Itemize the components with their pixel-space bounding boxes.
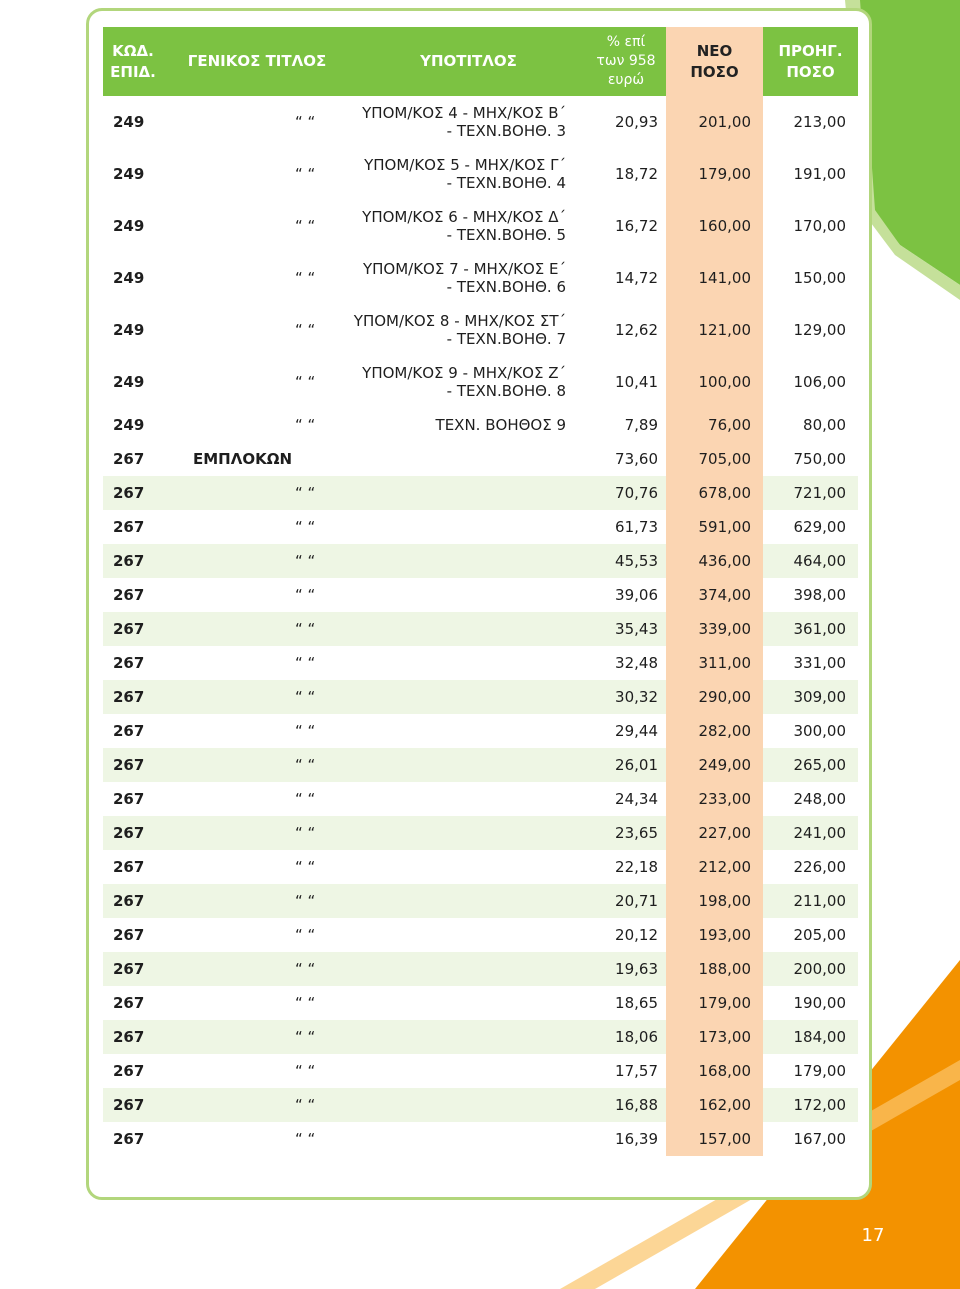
row-general-title: “ “ <box>295 586 316 604</box>
row-code: 267 <box>103 544 163 578</box>
row-subtitle: ΥΠΟΜ/ΚΟΣ 7 - ΜΗΧ/ΚΟΣ Ε΄ - ΤΕΧΝ.ΒΟΗΘ. 6 <box>362 260 566 296</box>
row-general-title: “ “ <box>295 165 316 183</box>
table-row <box>103 680 858 714</box>
row-percent: 17,57 <box>615 1062 658 1080</box>
row-new-amount: 193,00 <box>666 918 763 952</box>
row-new-amount: 76,00 <box>666 408 763 442</box>
header-percent: % επί των 958 ευρώ <box>586 27 666 96</box>
row-general-title: “ “ <box>295 416 316 434</box>
row-previous-amount: 226,00 <box>793 858 846 876</box>
header-general-title: ΓΕΝΙΚΟΣ ΤΙΤΛΟΣ <box>163 27 351 96</box>
table-row <box>103 252 858 304</box>
row-percent: 24,34 <box>615 790 658 808</box>
row-subtitle <box>351 578 586 612</box>
row-percent: 30,32 <box>586 680 666 714</box>
row-previous-amount: 191,00 <box>793 165 846 183</box>
row-code: 267 <box>113 450 145 468</box>
row-subtitle <box>351 680 586 714</box>
table-row <box>103 816 858 850</box>
row-code: 267 <box>113 586 145 604</box>
row-new-amount: 339,00 <box>666 612 763 646</box>
row-percent: 10,41 <box>615 373 658 391</box>
table-row <box>103 148 858 200</box>
row-subtitle <box>351 748 586 782</box>
row-code: 267 <box>103 884 163 918</box>
row-code: 267 <box>103 680 163 714</box>
row-new-amount: 100,00 <box>666 356 763 408</box>
row-subtitle <box>351 1020 586 1054</box>
row-general-title: “ “ <box>163 680 351 714</box>
row-general-title: “ “ <box>163 1020 351 1054</box>
row-general-title: “ “ <box>163 816 351 850</box>
table-header <box>103 27 858 96</box>
table-row <box>103 1054 858 1088</box>
row-previous-amount: 241,00 <box>763 816 858 850</box>
row-new-amount: 141,00 <box>666 252 763 304</box>
row-new-amount: 160,00 <box>666 200 763 252</box>
row-code: 249 <box>113 416 145 434</box>
header-subtitle: ΥΠΟΤΙΤΛΟΣ <box>351 27 586 96</box>
row-previous-amount: 80,00 <box>803 416 846 434</box>
table-row <box>103 952 858 986</box>
table-row <box>103 782 858 816</box>
row-percent: 23,65 <box>586 816 666 850</box>
row-new-amount: 168,00 <box>666 1054 763 1088</box>
row-code: 249 <box>113 217 145 235</box>
table-row <box>103 714 858 748</box>
row-subtitle: ΥΠΟΜ/ΚΟΣ 6 - ΜΗΧ/ΚΟΣ Δ΄ - ΤΕΧΝ.ΒΟΗΘ. 5 <box>362 208 566 244</box>
row-new-amount: 705,00 <box>666 442 763 476</box>
row-previous-amount: 184,00 <box>763 1020 858 1054</box>
table-row <box>103 884 858 918</box>
row-code: 267 <box>103 1088 163 1122</box>
row-previous-amount: 150,00 <box>793 269 846 287</box>
table-row <box>103 918 858 952</box>
row-new-amount: 290,00 <box>666 680 763 714</box>
row-previous-amount: 170,00 <box>793 217 846 235</box>
row-previous-amount: 200,00 <box>763 952 858 986</box>
table-row <box>103 510 858 544</box>
row-code: 249 <box>113 321 145 339</box>
row-general-title: “ “ <box>295 1130 316 1148</box>
row-new-amount: 179,00 <box>666 148 763 200</box>
row-general-title: “ “ <box>163 1088 351 1122</box>
row-new-amount: 233,00 <box>666 782 763 816</box>
table-row <box>103 646 858 680</box>
row-previous-amount: 464,00 <box>763 544 858 578</box>
row-general-title: “ “ <box>163 884 351 918</box>
row-general-title: “ “ <box>163 476 351 510</box>
table-row <box>103 442 858 476</box>
table-row <box>103 476 858 510</box>
row-general-title: “ “ <box>295 790 316 808</box>
row-new-amount: 311,00 <box>666 646 763 680</box>
row-subtitle: ΥΠΟΜ/ΚΟΣ 5 - ΜΗΧ/ΚΟΣ Γ΄ - ΤΕΧΝ.ΒΟΗΘ. 4 <box>364 156 566 192</box>
row-new-amount: 188,00 <box>666 952 763 986</box>
table-row <box>103 544 858 578</box>
row-code: 267 <box>113 994 145 1012</box>
table-row <box>103 356 858 408</box>
row-code: 267 <box>103 816 163 850</box>
row-percent: 16,72 <box>615 217 658 235</box>
row-previous-amount: 213,00 <box>793 113 846 131</box>
row-general-title: “ “ <box>295 217 316 235</box>
row-new-amount: 157,00 <box>666 1122 763 1156</box>
row-general-title: “ “ <box>295 722 316 740</box>
page-number: 17 <box>861 1225 885 1246</box>
table-body <box>103 96 858 1156</box>
row-percent: 18,72 <box>615 165 658 183</box>
row-code: 267 <box>113 654 145 672</box>
row-new-amount: 201,00 <box>666 96 763 148</box>
row-new-amount: 678,00 <box>666 476 763 510</box>
row-code: 267 <box>113 722 145 740</box>
row-percent: 19,63 <box>586 952 666 986</box>
table-row <box>103 850 858 884</box>
row-subtitle <box>351 442 586 476</box>
row-subtitle <box>351 918 586 952</box>
row-previous-amount: 331,00 <box>793 654 846 672</box>
row-new-amount: 162,00 <box>666 1088 763 1122</box>
header-code: ΚΩΔ. ΕΠΙΔ. <box>103 27 163 96</box>
row-code: 267 <box>103 952 163 986</box>
table-row <box>103 304 858 356</box>
row-percent: 61,73 <box>615 518 658 536</box>
row-percent: 18,65 <box>615 994 658 1012</box>
allowance-table <box>103 27 858 1156</box>
row-previous-amount: 361,00 <box>763 612 858 646</box>
header-new-amount: ΝΕΟ ΠΟΣΟ <box>666 27 763 96</box>
table-row <box>103 578 858 612</box>
row-new-amount: 436,00 <box>666 544 763 578</box>
row-previous-amount: 750,00 <box>793 450 846 468</box>
row-previous-amount: 167,00 <box>793 1130 846 1148</box>
row-general-title: “ “ <box>295 858 316 876</box>
row-code: 267 <box>113 518 145 536</box>
table-row <box>103 612 858 646</box>
row-code: 249 <box>113 269 145 287</box>
row-general-title: ΕΜΠΛΟΚΩΝ <box>193 450 293 468</box>
row-code: 249 <box>113 373 145 391</box>
row-general-title: “ “ <box>295 518 316 536</box>
row-general-title: “ “ <box>163 748 351 782</box>
row-general-title: “ “ <box>295 373 316 391</box>
row-code: 267 <box>113 858 145 876</box>
row-previous-amount: 721,00 <box>763 476 858 510</box>
row-subtitle <box>351 816 586 850</box>
row-percent: 20,93 <box>615 113 658 131</box>
row-subtitle <box>351 612 586 646</box>
row-previous-amount: 211,00 <box>763 884 858 918</box>
row-percent: 20,71 <box>586 884 666 918</box>
row-subtitle <box>351 1088 586 1122</box>
row-percent: 16,39 <box>615 1130 658 1148</box>
row-new-amount: 198,00 <box>666 884 763 918</box>
row-previous-amount: 398,00 <box>793 586 846 604</box>
row-percent: 20,12 <box>615 926 658 944</box>
row-new-amount: 282,00 <box>666 714 763 748</box>
row-code: 267 <box>103 612 163 646</box>
row-code: 249 <box>113 113 145 131</box>
table-row <box>103 200 858 252</box>
row-percent: 7,89 <box>624 416 658 434</box>
row-general-title: “ “ <box>295 269 316 287</box>
row-new-amount: 179,00 <box>666 986 763 1020</box>
row-previous-amount: 129,00 <box>793 321 846 339</box>
row-new-amount: 591,00 <box>666 510 763 544</box>
row-percent: 16,88 <box>586 1088 666 1122</box>
row-code: 267 <box>113 1062 145 1080</box>
row-general-title: “ “ <box>295 113 316 131</box>
table-row <box>103 408 858 442</box>
row-percent: 45,53 <box>586 544 666 578</box>
row-previous-amount: 300,00 <box>793 722 846 740</box>
row-general-title: “ “ <box>163 612 351 646</box>
row-percent: 12,62 <box>615 321 658 339</box>
row-general-title: “ “ <box>295 994 316 1012</box>
row-percent: 73,60 <box>615 450 658 468</box>
row-code: 267 <box>113 1130 145 1148</box>
table-row <box>103 96 858 148</box>
row-percent: 18,06 <box>586 1020 666 1054</box>
row-subtitle <box>351 1054 586 1088</box>
row-new-amount: 173,00 <box>666 1020 763 1054</box>
row-previous-amount: 190,00 <box>793 994 846 1012</box>
row-percent: 70,76 <box>586 476 666 510</box>
row-subtitle: ΥΠΟΜ/ΚΟΣ 4 - ΜΗΧ/ΚΟΣ Β΄ - ΤΕΧΝ.ΒΟΗΘ. 3 <box>362 104 566 140</box>
row-subtitle <box>351 986 586 1020</box>
row-previous-amount: 172,00 <box>763 1088 858 1122</box>
row-code: 267 <box>113 926 145 944</box>
row-subtitle <box>351 782 586 816</box>
row-previous-amount: 179,00 <box>793 1062 846 1080</box>
row-new-amount: 121,00 <box>666 304 763 356</box>
row-previous-amount: 248,00 <box>793 790 846 808</box>
row-subtitle <box>351 476 586 510</box>
table-row <box>103 748 858 782</box>
row-percent: 22,18 <box>615 858 658 876</box>
row-new-amount: 249,00 <box>666 748 763 782</box>
table-row <box>103 1088 858 1122</box>
row-code: 267 <box>103 1020 163 1054</box>
row-subtitle <box>351 646 586 680</box>
row-previous-amount: 106,00 <box>793 373 846 391</box>
row-code: 249 <box>113 165 145 183</box>
header-previous-amount: ΠΡΟΗΓ. ΠΟΣΟ <box>763 27 858 96</box>
row-subtitle: ΥΠΟΜ/ΚΟΣ 8 - ΜΗΧ/ΚΟΣ ΣΤ΄ - ΤΕΧΝ.ΒΟΗΘ. 7 <box>353 312 566 348</box>
row-percent: 29,44 <box>615 722 658 740</box>
row-subtitle <box>351 850 586 884</box>
row-new-amount: 227,00 <box>666 816 763 850</box>
row-subtitle <box>351 884 586 918</box>
table-row <box>103 1020 858 1054</box>
row-general-title: “ “ <box>163 952 351 986</box>
row-previous-amount: 309,00 <box>763 680 858 714</box>
row-percent: 35,43 <box>586 612 666 646</box>
row-percent: 32,48 <box>615 654 658 672</box>
row-general-title: “ “ <box>295 321 316 339</box>
row-new-amount: 374,00 <box>666 578 763 612</box>
row-subtitle <box>351 510 586 544</box>
row-percent: 26,01 <box>586 748 666 782</box>
row-code: 267 <box>113 790 145 808</box>
row-general-title: “ “ <box>295 1062 316 1080</box>
row-general-title: “ “ <box>163 544 351 578</box>
table-row <box>103 1122 858 1156</box>
row-subtitle: ΥΠΟΜ/ΚΟΣ 9 - ΜΗΧ/ΚΟΣ Ζ΄ - ΤΕΧΝ.ΒΟΗΘ. 8 <box>362 364 566 400</box>
row-general-title: “ “ <box>295 654 316 672</box>
row-previous-amount: 205,00 <box>793 926 846 944</box>
row-subtitle: ΤΕΧΝ. ΒΟΗΘΟΣ 9 <box>435 416 566 434</box>
row-general-title: “ “ <box>295 926 316 944</box>
row-subtitle <box>351 714 586 748</box>
row-previous-amount: 629,00 <box>793 518 846 536</box>
row-subtitle <box>351 952 586 986</box>
table-row <box>103 986 858 1020</box>
row-subtitle <box>351 1122 586 1156</box>
row-subtitle <box>351 544 586 578</box>
row-percent: 14,72 <box>615 269 658 287</box>
row-code: 267 <box>103 748 163 782</box>
row-new-amount: 212,00 <box>666 850 763 884</box>
row-percent: 39,06 <box>615 586 658 604</box>
row-code: 267 <box>103 476 163 510</box>
row-previous-amount: 265,00 <box>763 748 858 782</box>
